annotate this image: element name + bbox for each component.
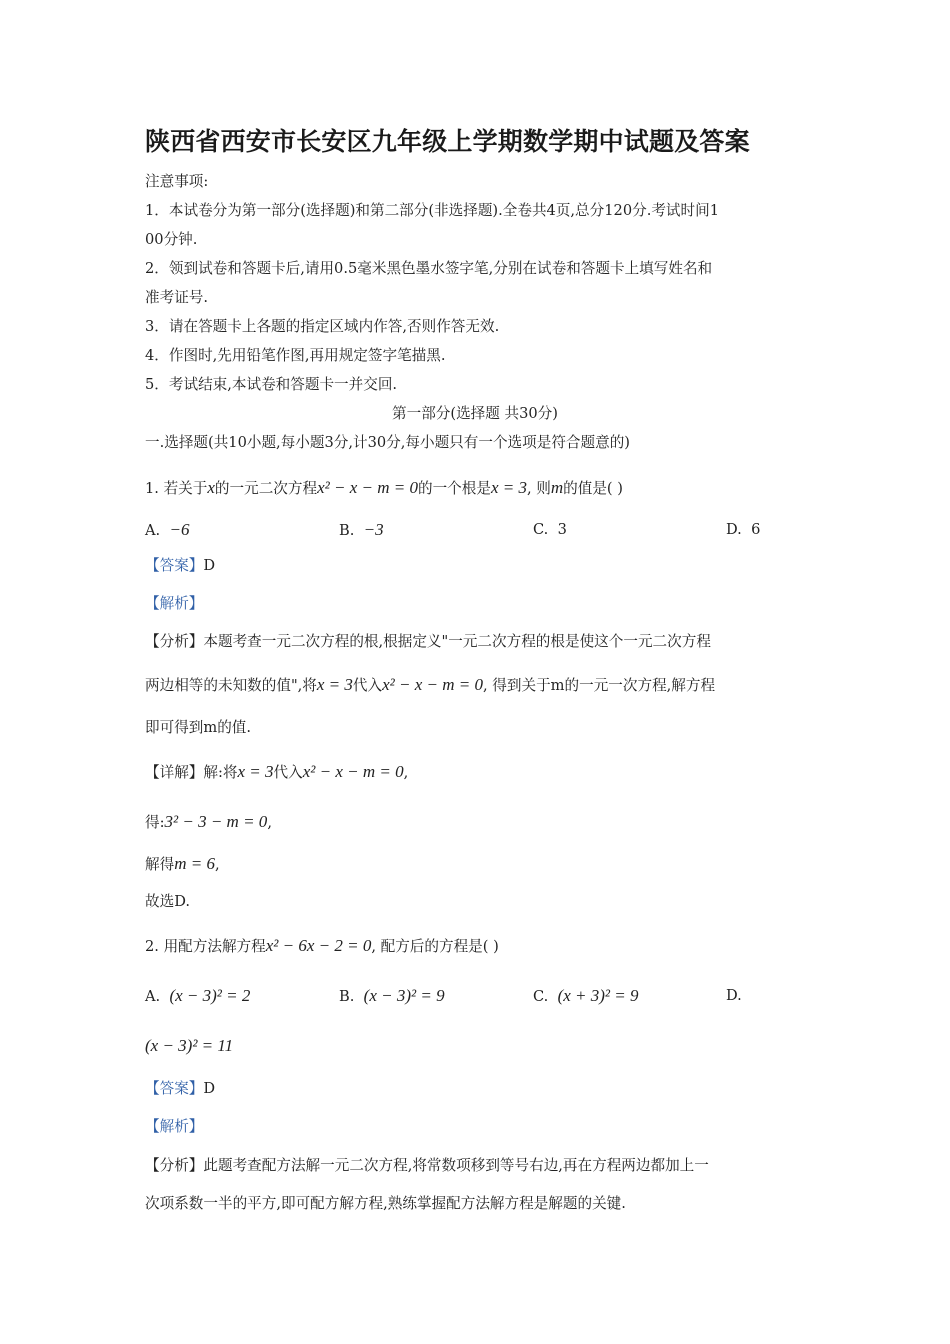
section-heading: 一.选择题(共10小题,每小题3分,计30分,每小题只有一个选项是符合题意的) bbox=[145, 434, 630, 451]
math-equation: x² − x − m = 0 bbox=[317, 478, 418, 497]
analysis-line: 两边相等的未知数的值",将x = 3代入x² − x − m = 0, 得到关于m的一元一次方程,解方程 bbox=[145, 675, 716, 694]
detail-step: 得:3² − 3 − m = 0, bbox=[145, 812, 272, 831]
page-title: 陕西省西安市长安区九年级上学期数学期中试题及答案 bbox=[145, 127, 750, 156]
answer-line bbox=[145, 1079, 810, 1099]
analysis-tag: 【解析】 bbox=[145, 595, 204, 612]
option-c: C. 3 bbox=[533, 521, 567, 538]
option-d: D. 6 bbox=[726, 521, 761, 538]
answer-line bbox=[145, 556, 810, 576]
option-b: B. −3 bbox=[339, 520, 384, 539]
analysis-line: 【分析】本题考查一元二次方程的根,根据定义"一元二次方程的根是使这个一元二次方程 bbox=[145, 633, 711, 650]
analysis-line: 即可得到m的值. bbox=[145, 719, 252, 736]
math-root: x = 3 bbox=[490, 478, 527, 497]
question-1-stem: 1. 若关于x的一元二次方程x² − x − m = 0的一个根是x = 3, 则m的值是( ) bbox=[145, 478, 623, 497]
notice-line: 00分钟. bbox=[145, 231, 198, 248]
notice-line: 2．领到试卷和答题卡后,请用0.5毫米黑色墨水签字笔,分别在试卷和答题卡上填写姓名和 bbox=[145, 260, 713, 277]
answer-value: D bbox=[203, 557, 216, 574]
detail-line: 【详解】解:将x = 3代入x² − x − m = 0, bbox=[145, 762, 409, 781]
answer-tag: 【答案】 bbox=[145, 557, 204, 574]
answer-value: D bbox=[203, 1080, 216, 1097]
analysis-line: 次项系数一半的平方,即可配方解方程,熟练掌握配方法解方程是解题的关键. bbox=[145, 1195, 626, 1212]
part-heading: 第一部分(选择题 共30分) bbox=[392, 405, 558, 422]
math-x: x bbox=[207, 478, 215, 497]
notice-heading: 注意事项: bbox=[145, 173, 209, 190]
analysis-line: 【分析】此题考查配方法解一元二次方程,将常数项移到等号右边,再在方程两边都加上一 bbox=[145, 1157, 709, 1174]
notice-line: 准考证号. bbox=[145, 289, 209, 306]
notice-line: 4．作图时,先用铅笔作图,再用规定签字笔描黑. bbox=[145, 347, 446, 364]
notice-line: 1．本试卷分为第一部分(选择题)和第二部分(非选择题).全卷共4页,总分120分.考试时间1 bbox=[145, 202, 719, 219]
detail-step: 解得m = 6, bbox=[145, 854, 220, 873]
option-d-label: D. bbox=[726, 987, 742, 1004]
math-m: m bbox=[550, 478, 564, 497]
notice-line: 5．考试结束,本试卷和答题卡一并交回. bbox=[145, 376, 398, 393]
option-b: B. (x − 3)² = 9 bbox=[339, 986, 445, 1005]
option-a: A. −6 bbox=[145, 520, 190, 539]
option-a: A. (x − 3)² = 2 bbox=[145, 986, 251, 1005]
answer-tag: 【答案】 bbox=[145, 1080, 204, 1097]
analysis-tag: 【解析】 bbox=[145, 1118, 204, 1135]
question-2-stem: 2. 用配方法解方程x² − 6x − 2 = 0, 配方后的方程是( ) bbox=[145, 936, 499, 955]
option-d-value: (x − 3)² = 11 bbox=[145, 1036, 234, 1055]
option-c: C. (x + 3)² = 9 bbox=[533, 986, 639, 1005]
detail-step: 故选D. bbox=[145, 893, 191, 910]
notice-line: 3．请在答题卡上各题的指定区域内作答,否则作答无效. bbox=[145, 318, 500, 335]
